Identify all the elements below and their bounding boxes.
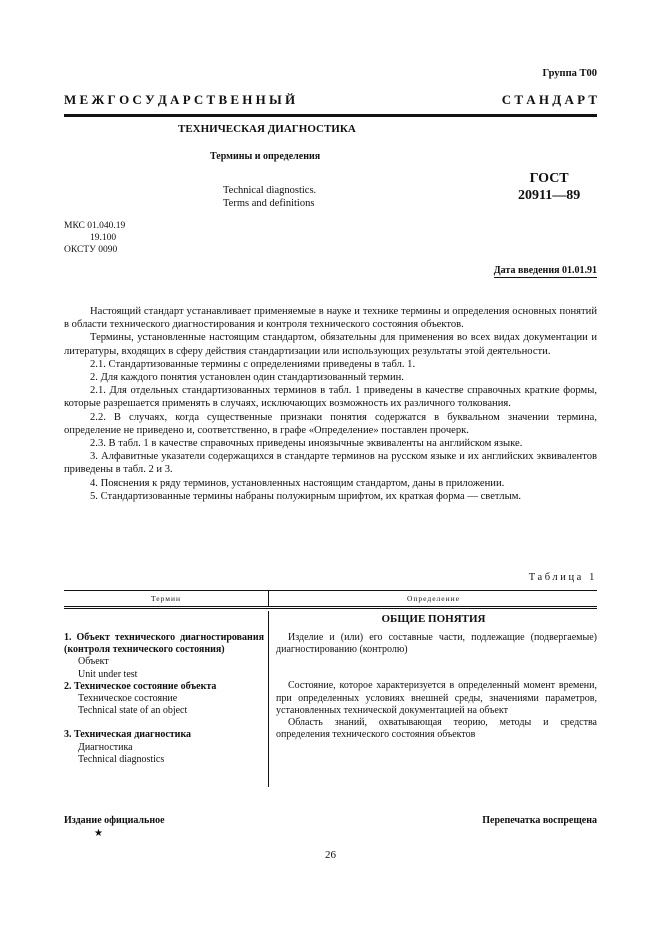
effective-date xyxy=(494,265,597,278)
term-name: Объект технического диагностирования (контроля технического состояния) xyxy=(64,632,264,656)
banner-right: С Т А Н Д А Р Т xyxy=(501,92,597,107)
term-english: Unit under test xyxy=(78,668,138,680)
page-number: 26 xyxy=(325,849,336,861)
reprint-prohibited-note: Перепечатка воспрещена xyxy=(482,815,597,826)
paragraph: 2.2. В случаях, когда существенные признаки понятия содержатся в буквальном значении термина, определение не приведено и, соответственно, в графе «Определение» поставлен прочерк. xyxy=(64,411,597,436)
paragraph: 2. Для каждого понятия установлен один стандартизованный термин. xyxy=(90,372,404,384)
paragraph: Настоящий стандарт устанавливает применяемые в науке и технике термины и определения основных понятий в области технического диагностирования и контроля технического состояния объектов. xyxy=(64,306,597,331)
document-subtitle: Термины и определения xyxy=(210,151,321,162)
term-english: Technical diagnostics xyxy=(78,753,165,765)
mks-code-2: 19.100 xyxy=(90,233,117,243)
terms-table xyxy=(64,590,597,787)
column-divider xyxy=(268,611,269,787)
term-number: 2. xyxy=(64,680,72,692)
definition-2: Состояние, которое характеризуется в определенный момент времени, при определенных условиях внешней среды, значениями параметров, установленных технической документацией на объект xyxy=(276,680,597,716)
term-short-form: Объект xyxy=(78,656,109,668)
paragraph: 3. Алфавитные указатели содержащихся в стандарте терминов на русском языке и их английских эквивалентов приведены в табл. 2 и 3. xyxy=(64,451,597,476)
classification-codes xyxy=(64,220,125,256)
mks-code-1: МКС 01.040.19 xyxy=(64,221,126,231)
standard-banner xyxy=(64,92,597,108)
paragraph: 2.3. В табл. 1 в качестве справочных приведены иноязычные эквиваленты на английском языке. xyxy=(90,438,523,450)
paragraph: 2.1. Для отдельных стандартизованных терминов в табл. 1 приведены в качестве справочных краткие формы, которые разрешается применять в случаях, исключающих возможность их различного толкования. xyxy=(64,385,597,410)
term-entry-3 xyxy=(64,729,264,741)
star-icon: ★ xyxy=(94,828,103,839)
term-number: 1. xyxy=(64,632,72,643)
definition-3: Область знаний, охватывающая теорию, методы и средства определения технического состояния объектов xyxy=(276,717,597,741)
terms-column xyxy=(64,632,264,766)
okstu-code: ОКСТУ 0090 xyxy=(64,245,118,255)
english-title-line-1: Technical diagnostics. xyxy=(223,185,317,196)
official-edition-note: Издание официальное xyxy=(64,815,165,826)
header-divider xyxy=(268,591,269,606)
document-title: ТЕХНИЧЕСКАЯ ДИАГНОСТИКА xyxy=(178,123,356,135)
paragraph: 5. Стандартизованные термины набраны полужирным шрифтом, их краткая форма — светлым. xyxy=(90,490,522,502)
header-rule xyxy=(64,114,597,117)
term-entry-1 xyxy=(64,632,264,656)
paragraph: 4. Пояснения к ряду терминов, установленных настоящим стандартом, даны в приложении. xyxy=(90,477,505,489)
gost-code: 20911—89 xyxy=(518,188,581,203)
term-name: Техническая диагностика xyxy=(74,729,192,741)
gost-label: ГОСТ xyxy=(529,171,569,186)
term-entry-2 xyxy=(64,681,264,693)
definition-1: Изделие и (или) его составные части, подлежащие (подвергаемые) диагностированию (контролю) xyxy=(276,632,597,656)
english-title xyxy=(223,184,316,210)
paragraph: Термины, установленные настоящим стандартом, обязательны для применения во всех видах документации и литературы, входящих в сферу действия стандартизации или использующих результаты этой деятельности. xyxy=(64,332,597,357)
term-short-form: Техническое состояние xyxy=(78,693,178,705)
definitions-column xyxy=(276,632,597,741)
introduction-text xyxy=(64,305,597,503)
paragraph: 2.1. Стандартизованные термины с определениями приведены в табл. 1. xyxy=(90,358,416,370)
table-caption: Таблица 1 xyxy=(528,572,597,583)
banner-left: М Е Ж Г О С У Д А Р С Т В Е Н Н Ы Й xyxy=(64,92,296,107)
column-header-term: Термин xyxy=(150,594,182,603)
term-number: 3. xyxy=(64,729,72,741)
table-header xyxy=(64,591,597,609)
group-code: Группа Т00 xyxy=(542,68,597,79)
column-header-definition: Определение xyxy=(407,594,460,603)
term-english: Technical state of an object xyxy=(78,705,188,717)
english-title-line-2: Terms and definitions xyxy=(223,198,315,209)
section-heading: ОБЩИЕ ПОНЯТИЯ xyxy=(381,613,486,625)
gost-number xyxy=(518,170,580,204)
date-label: Дата введения xyxy=(493,265,560,276)
term-name: Техническое состояние объекта xyxy=(74,680,217,692)
date-value: 01.01.91 xyxy=(562,265,597,276)
term-short-form: Диагностика xyxy=(78,741,133,753)
